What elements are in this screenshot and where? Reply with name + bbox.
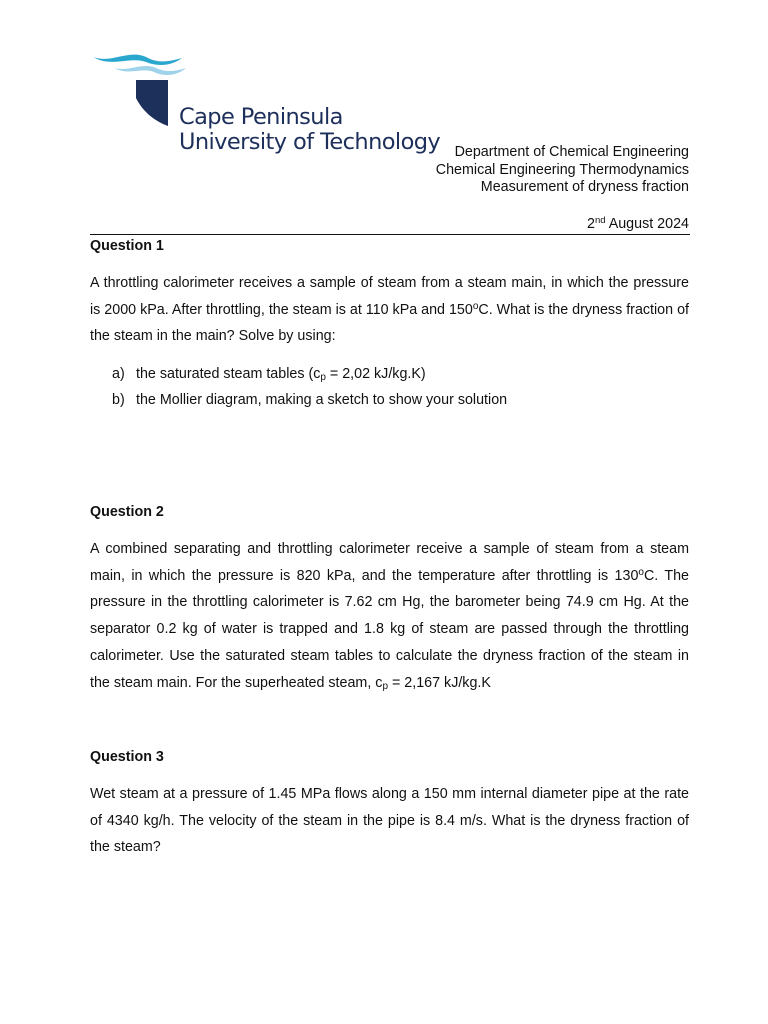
course-line: Chemical Engineering Thermodynamics — [435, 161, 689, 178]
cput-logo — [90, 50, 441, 162]
question-2-body: A combined separating and throttling calorimeter receive a sample of steam from a steam main, in which the pressure is 820 kPa, and the temperature after throttling is 130$^o$C. The pressure in the throttling calorimeter is 7.62 cm Hg, the barometer being 74.9 cm Hg. At the separator 0.2 kg of water is trapped and 1.8 kg of steam are passed through the throttling calorimeter. Use the saturated steam tables to calculate the dryness fraction of the steam in the steam main. For the superheated steam, $c_p = 2,167$ kJ/kg.K — [90, 541, 690, 692]
list-item-text: the saturated steam tables ($c_p = 2,02$ kJ/kg.K) — [136, 366, 426, 383]
question-2-title: Question 2 — [90, 504, 164, 520]
degree-mark: o — [472, 300, 479, 312]
header-rule — [90, 234, 690, 235]
list-item — [112, 362, 507, 388]
date-suffix: nd — [594, 215, 606, 226]
question-1-list — [112, 362, 507, 413]
list-marker: b) — [112, 391, 125, 408]
list-marker: a) — [112, 366, 125, 382]
question-1-body: A throttling calorimeter receives a sample of steam from a steam main, in which the pressure is 2000 kPa. After throttling, the steam is at 110 kPa and 150$^o$C. What is the dryness fraction of the steam in the main? Solve by using: — [90, 275, 689, 345]
topic-line: Measurement of dryness fraction — [480, 179, 689, 196]
document-header — [436, 144, 689, 197]
cput-emblem-icon — [90, 50, 190, 130]
university-name — [179, 105, 440, 155]
list-item-text: the Mollier diagram, making a sketch to show your solution — [136, 391, 508, 408]
date-rest: August 2024 — [605, 216, 689, 232]
university-name-line2: University of Technology — [179, 129, 441, 155]
department-line: Department of Chemical Engineering — [454, 144, 689, 160]
question-3-title: Question 3 — [90, 749, 164, 765]
question-1-title: Question 1 — [90, 238, 164, 254]
document-date — [587, 215, 689, 233]
list-item — [112, 388, 507, 414]
question-3-body: Wet steam at a pressure of 1.45 MPa flows along a 150 mm internal diameter pipe at the rate of 4340 kg/h. The velocity of the steam in the pipe is 8.4 m/s. What is the dryness fraction of the steam? — [90, 786, 689, 856]
date-day: 2 — [586, 216, 595, 232]
degree-mark: o — [638, 566, 644, 578]
university-name-line1: Cape Peninsula — [179, 104, 343, 130]
